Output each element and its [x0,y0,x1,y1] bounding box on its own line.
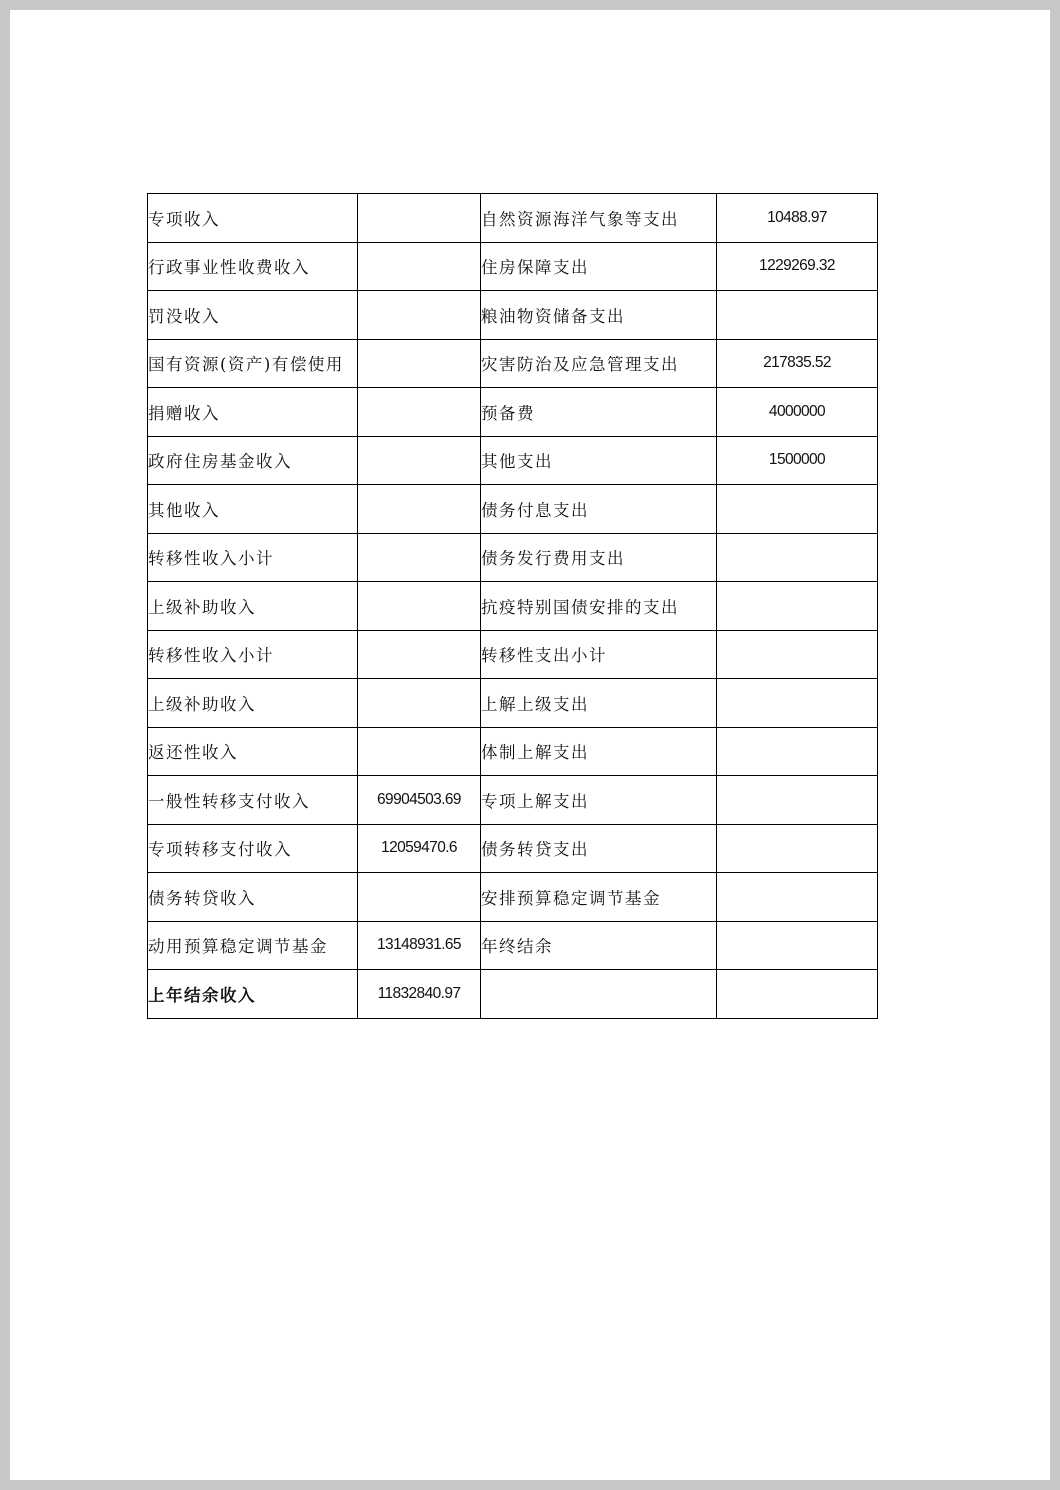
table-row [148,970,878,1019]
income-item-value: 69904503.69 [358,776,481,825]
expense-item-label: 上解上级支出 [481,679,717,728]
income-item-label: 专项转移支付收入 [148,824,358,873]
budget-table [147,193,878,1019]
expense-item-label: 年终结余 [481,921,717,970]
expense-item-label: 债务付息支出 [481,485,717,534]
income-item-value [358,339,481,388]
income-item-value [358,582,481,631]
expense-item-label: 抗疫特别国债安排的支出 [481,582,717,631]
expense-item-value [717,291,878,340]
expense-item-label: 住房保障支出 [481,242,717,291]
expense-item-label: 专项上解支出 [481,776,717,825]
table-row [148,388,878,437]
table-row [148,436,878,485]
expense-item-label: 其他支出 [481,436,717,485]
expense-item-value [717,533,878,582]
income-item-label: 专项收入 [148,194,358,243]
income-item-value [358,436,481,485]
income-item-value [358,388,481,437]
income-item-label: 行政事业性收费收入 [148,242,358,291]
expense-item-value [717,873,878,922]
income-item-label: 上级补助收入 [148,582,358,631]
income-item-value [358,679,481,728]
document-page [10,10,1050,1480]
table-row [148,485,878,534]
income-item-value [358,873,481,922]
table-row [148,873,878,922]
income-item-label: 债务转贷收入 [148,873,358,922]
expense-item-value [717,727,878,776]
income-item-value [358,242,481,291]
expense-item-value [717,921,878,970]
expense-item-label [481,970,717,1019]
expense-item-value: 217835.52 [717,339,878,388]
expense-item-value: 1500000 [717,436,878,485]
income-item-label: 国有资源(资产)有偿使用 [148,339,358,388]
expense-item-value [717,970,878,1019]
income-item-label: 一般性转移支付收入 [148,776,358,825]
expense-item-value [717,824,878,873]
table-row [148,921,878,970]
table-row [148,727,878,776]
expense-item-value [717,582,878,631]
income-item-value [358,533,481,582]
income-item-label: 上级补助收入 [148,679,358,728]
income-item-label: 动用预算稳定调节基金 [148,921,358,970]
income-item-label: 转移性收入小计 [148,630,358,679]
income-item-value [358,727,481,776]
table-row [148,776,878,825]
budget-table-body [148,194,878,1019]
income-item-label: 罚没收入 [148,291,358,340]
table-row [148,630,878,679]
expense-item-value [717,630,878,679]
table-row [148,582,878,631]
expense-item-label: 债务转贷支出 [481,824,717,873]
expense-item-value [717,485,878,534]
expense-item-value [717,679,878,728]
income-item-value: 11832840.97 [358,970,481,1019]
expense-item-value: 1229269.32 [717,242,878,291]
income-item-value [358,630,481,679]
income-item-label: 政府住房基金收入 [148,436,358,485]
expense-item-value [717,776,878,825]
income-item-value: 13148931.65 [358,921,481,970]
income-item-label: 转移性收入小计 [148,533,358,582]
income-item-value [358,194,481,243]
expense-item-label: 转移性支出小计 [481,630,717,679]
income-item-value: 12059470.6 [358,824,481,873]
income-item-value [358,291,481,340]
table-row [148,824,878,873]
expense-item-label: 自然资源海洋气象等支出 [481,194,717,243]
expense-item-label: 安排预算稳定调节基金 [481,873,717,922]
expense-item-value: 4000000 [717,388,878,437]
table-row [148,291,878,340]
expense-item-label: 灾害防治及应急管理支出 [481,339,717,388]
table-row [148,194,878,243]
table-row [148,242,878,291]
income-item-label: 上年结余收入 [148,970,358,1019]
income-item-label: 返还性收入 [148,727,358,776]
income-item-label: 捐赠收入 [148,388,358,437]
table-row [148,339,878,388]
table-row [148,679,878,728]
expense-item-label: 债务发行费用支出 [481,533,717,582]
expense-item-label: 预备费 [481,388,717,437]
table-row [148,533,878,582]
income-item-label: 其他收入 [148,485,358,534]
income-item-value [358,485,481,534]
expense-item-value: 10488.97 [717,194,878,243]
expense-item-label: 体制上解支出 [481,727,717,776]
expense-item-label: 粮油物资储备支出 [481,291,717,340]
